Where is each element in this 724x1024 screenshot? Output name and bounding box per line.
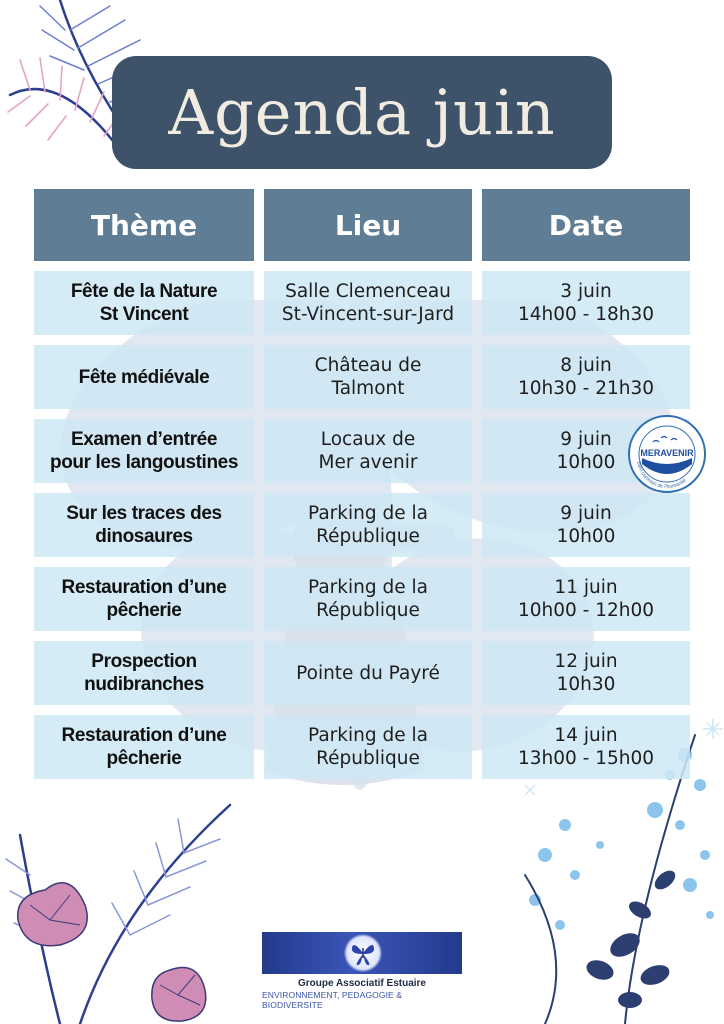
date-cell: 3 juin 14h00 - 18h30 xyxy=(482,271,690,335)
table-row xyxy=(34,567,690,631)
column-header-date: Date xyxy=(482,189,690,261)
table-row xyxy=(34,715,690,779)
place-cell: Parking de la République xyxy=(264,493,472,557)
agenda-table xyxy=(34,189,690,789)
date-cell: 8 juin 10h30 - 21h30 xyxy=(482,345,690,409)
table-row xyxy=(34,345,690,409)
table-row xyxy=(34,641,690,705)
date-cell: 14 juin 13h00 - 15h00 xyxy=(482,715,690,779)
svg-text:Bien commun de l’humanité: Bien commun de l’humanité xyxy=(635,461,688,491)
theme-cell: Fête médiévale xyxy=(34,345,254,409)
svg-text:MERAVENIR: MERAVENIR xyxy=(640,448,694,458)
flower-bottom-left-icon xyxy=(0,795,245,1024)
place-cell: Parking de la République xyxy=(264,567,472,631)
table-row xyxy=(34,493,690,557)
table-header-row xyxy=(34,189,690,261)
theme-cell: Sur les traces des dinosaures xyxy=(34,493,254,557)
theme-cell: Restauration d’une pêcherie xyxy=(34,715,254,779)
estuaire-logo xyxy=(262,932,462,1012)
date-cell: 9 juin 10h00 xyxy=(482,493,690,557)
column-header-theme: Thème xyxy=(34,189,254,261)
theme-cell: Fête de la Nature St Vincent xyxy=(34,271,254,335)
theme-cell: Prospection nudibranches xyxy=(34,641,254,705)
place-cell: Locaux de Mer avenir xyxy=(264,419,472,483)
butterfly-icon xyxy=(351,940,375,966)
date-cell: 11 juin 10h00 - 12h00 xyxy=(482,567,690,631)
column-header-place: Lieu xyxy=(264,189,472,261)
table-row xyxy=(34,419,690,483)
org-name: Groupe Associatif Estuaire xyxy=(298,978,426,989)
date-cell: 12 juin 10h30 xyxy=(482,641,690,705)
page-title: Agenda juin xyxy=(168,75,556,149)
place-cell: Pointe du Payré xyxy=(264,641,472,705)
place-cell: Salle Clemenceau St-Vincent-sur-Jard xyxy=(264,271,472,335)
title-banner xyxy=(112,56,612,169)
theme-cell: Examen d’entrée pour les langoustines xyxy=(34,419,254,483)
logo-band xyxy=(262,932,462,974)
theme-cell: Restauration d’une pêcherie xyxy=(34,567,254,631)
date-cell: 9 juin 10h00 xyxy=(482,419,690,483)
meravenir-logo xyxy=(627,414,707,494)
place-cell: Château de Talmont xyxy=(264,345,472,409)
org-tagline: ENVIRONNEMENT, PEDAGOGIE & BIODIVERSITE xyxy=(262,990,403,1010)
table-row xyxy=(34,271,690,335)
place-cell: Parking de la République xyxy=(264,715,472,779)
